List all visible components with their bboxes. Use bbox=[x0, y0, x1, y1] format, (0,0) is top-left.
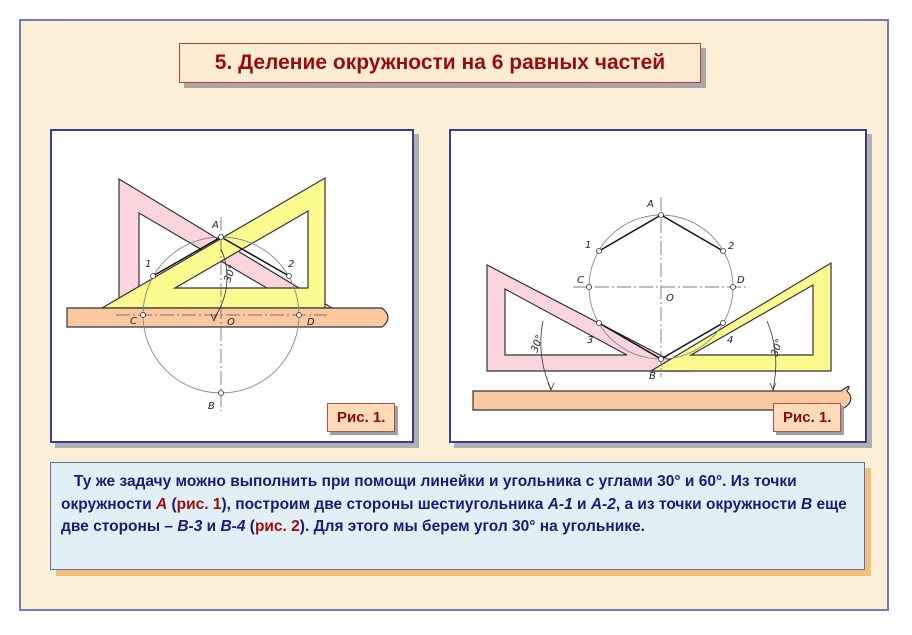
angle-label-left: 30° bbox=[529, 333, 546, 355]
figure-1-panel bbox=[50, 129, 414, 443]
label-c: C bbox=[577, 275, 584, 286]
label-3: 3 bbox=[587, 335, 594, 346]
description-box bbox=[50, 462, 865, 570]
label-2: 2 bbox=[728, 241, 735, 252]
segment-a1: А-1 bbox=[547, 495, 573, 513]
label-d: D bbox=[307, 317, 315, 328]
figure-2-ref: рис. 2 bbox=[254, 518, 300, 535]
figure-2-panel bbox=[449, 129, 867, 443]
segment-b4: В-4 bbox=[220, 518, 246, 535]
description-text: еще две стороны – bbox=[61, 495, 847, 535]
page-title: 5. Деление окружности на 6 равных частей bbox=[179, 43, 701, 83]
label-2: 2 bbox=[288, 259, 295, 270]
label-1: 1 bbox=[145, 259, 152, 270]
angle-label: 30° bbox=[222, 263, 239, 285]
description-text: , а из точки окружности bbox=[615, 495, 801, 513]
label-c: C bbox=[130, 316, 137, 327]
segment-b3: В-3 bbox=[177, 518, 203, 535]
segment-a2: А-2 bbox=[590, 495, 616, 513]
label-4: 4 bbox=[727, 335, 734, 346]
figure-2-drawing bbox=[451, 131, 865, 441]
angle-label-right: 30° bbox=[769, 337, 786, 359]
description-text: и bbox=[572, 495, 591, 513]
description-text: ), построим две стороны шестиугольника bbox=[221, 495, 548, 513]
description-text: ( bbox=[167, 495, 177, 513]
label-1: 1 bbox=[585, 240, 592, 251]
description-text: ( bbox=[245, 518, 255, 535]
label-b: B bbox=[649, 371, 656, 382]
label-b: B bbox=[208, 401, 215, 412]
label-a: A bbox=[647, 199, 654, 210]
label-a: A bbox=[212, 220, 219, 231]
description-text: Ту же задачу можно выполнить при помощи линейки и угольника с углами 30° и 60°. Из точки окружности bbox=[61, 473, 797, 513]
label-o: O bbox=[666, 293, 674, 304]
figure-1-caption: Рис. 1. bbox=[327, 403, 395, 432]
slide bbox=[19, 19, 889, 611]
point-a-ref: А bbox=[155, 495, 168, 513]
description-text: и bbox=[202, 518, 221, 535]
figure-1-ref: рис. 1 bbox=[176, 495, 222, 513]
label-d: D bbox=[737, 275, 745, 286]
figure-2-caption: Рис. 1. bbox=[773, 403, 841, 432]
point-b-ref: В bbox=[800, 495, 813, 513]
figure-1-drawing bbox=[52, 131, 412, 441]
label-o: O bbox=[227, 317, 235, 328]
description-text: ). Для этого мы берем угол 30° на угольнике. bbox=[299, 518, 645, 535]
